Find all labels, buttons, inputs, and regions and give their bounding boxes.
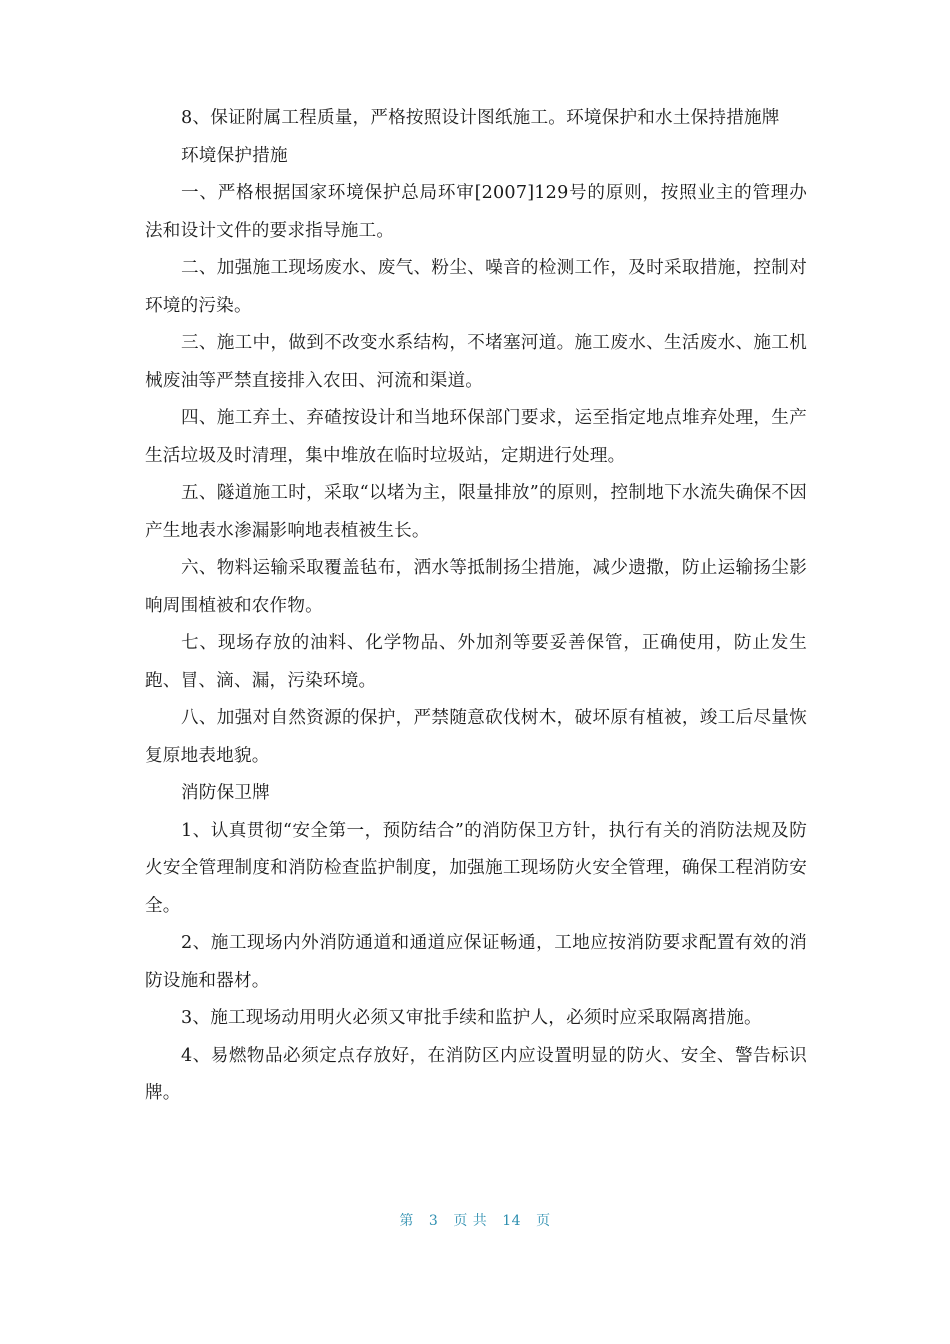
footer-middle: 页 共 [453,1213,488,1229]
paragraph-env-7: 七、现场存放的油料、化学物品、外加剂等要妥善保管，正确使用，防止发生跑、冒、滴、漏，污染环境。 [145,633,807,691]
document-body [145,100,807,1113]
footer-suffix: 页 [536,1213,551,1229]
paragraph-env-1: 一、严格根据国家环境保护总局环审[2007]129号的原则，按照业主的管理办法和设计文件的要求指导施工。 [145,183,807,241]
section-heading-fire-security: 消防保卫牌 [181,783,270,803]
paragraph-fire-1: 1、认真贯彻“安全第一，预防结合”的消防保卫方针，执行有关的消防法规及防火安全管理制度和消防检查监护制度，加强施工现场防火安全管理，确保工程消防安全。 [145,820,807,916]
footer-prefix: 第 [399,1213,414,1229]
paragraph-fire-4: 4、易燃物品必须定点存放好，在消防区内应设置明显的防火、安全、警告标识牌。 [145,1045,807,1103]
paragraph-env-8: 八、加强对自然资源的保护，严禁随意砍伐树木，破坏原有植被，竣工后尽量恢复原地表地貌。 [145,708,807,766]
page-footer [0,1210,950,1230]
footer-page-number: 3 [428,1213,439,1229]
paragraph-env-5: 五、隧道施工时，采取“以堵为主，限量排放”的原则，控制地下水流失确保不因产生地表水渗漏影响地表植被生长。 [145,483,807,541]
paragraph-fire-3: 3、施工现场动用明火必须又审批手续和监护人，必须时应采取隔离措施。 [181,1008,762,1028]
paragraph-env-6: 六、物料运输采取覆盖毡布，洒水等抵制扬尘措施，减少遗撒，防止运输扬尘影响周围植被和农作物。 [145,558,807,616]
paragraph-env-4: 四、施工弃土、弃碴按设计和当地环保部门要求，运至指定地点堆弃处理，生产生活垃圾及时清理，集中堆放在临时垃圾站，定期进行处理。 [145,408,807,466]
footer-total-pages: 14 [502,1213,522,1229]
paragraph-item-8: 8、保证附属工程质量，严格按照设计图纸施工。环境保护和水土保持措施牌 [181,108,780,128]
paragraph-env-3: 三、施工中，做到不改变水系结构，不堵塞河道。施工废水、生活废水、施工机械废油等严禁直接排入农田、河流和渠道。 [145,333,807,391]
paragraph-fire-2: 2、施工现场内外消防通道和通道应保证畅通，工地应按消防要求配置有效的消防设施和器材。 [145,933,807,991]
paragraph-env-2: 二、加强施工现场废水、废气、粉尘、噪音的检测工作，及时采取措施，控制对环境的污染。 [145,258,807,316]
section-heading-environmental-protection: 环境保护措施 [181,145,288,166]
